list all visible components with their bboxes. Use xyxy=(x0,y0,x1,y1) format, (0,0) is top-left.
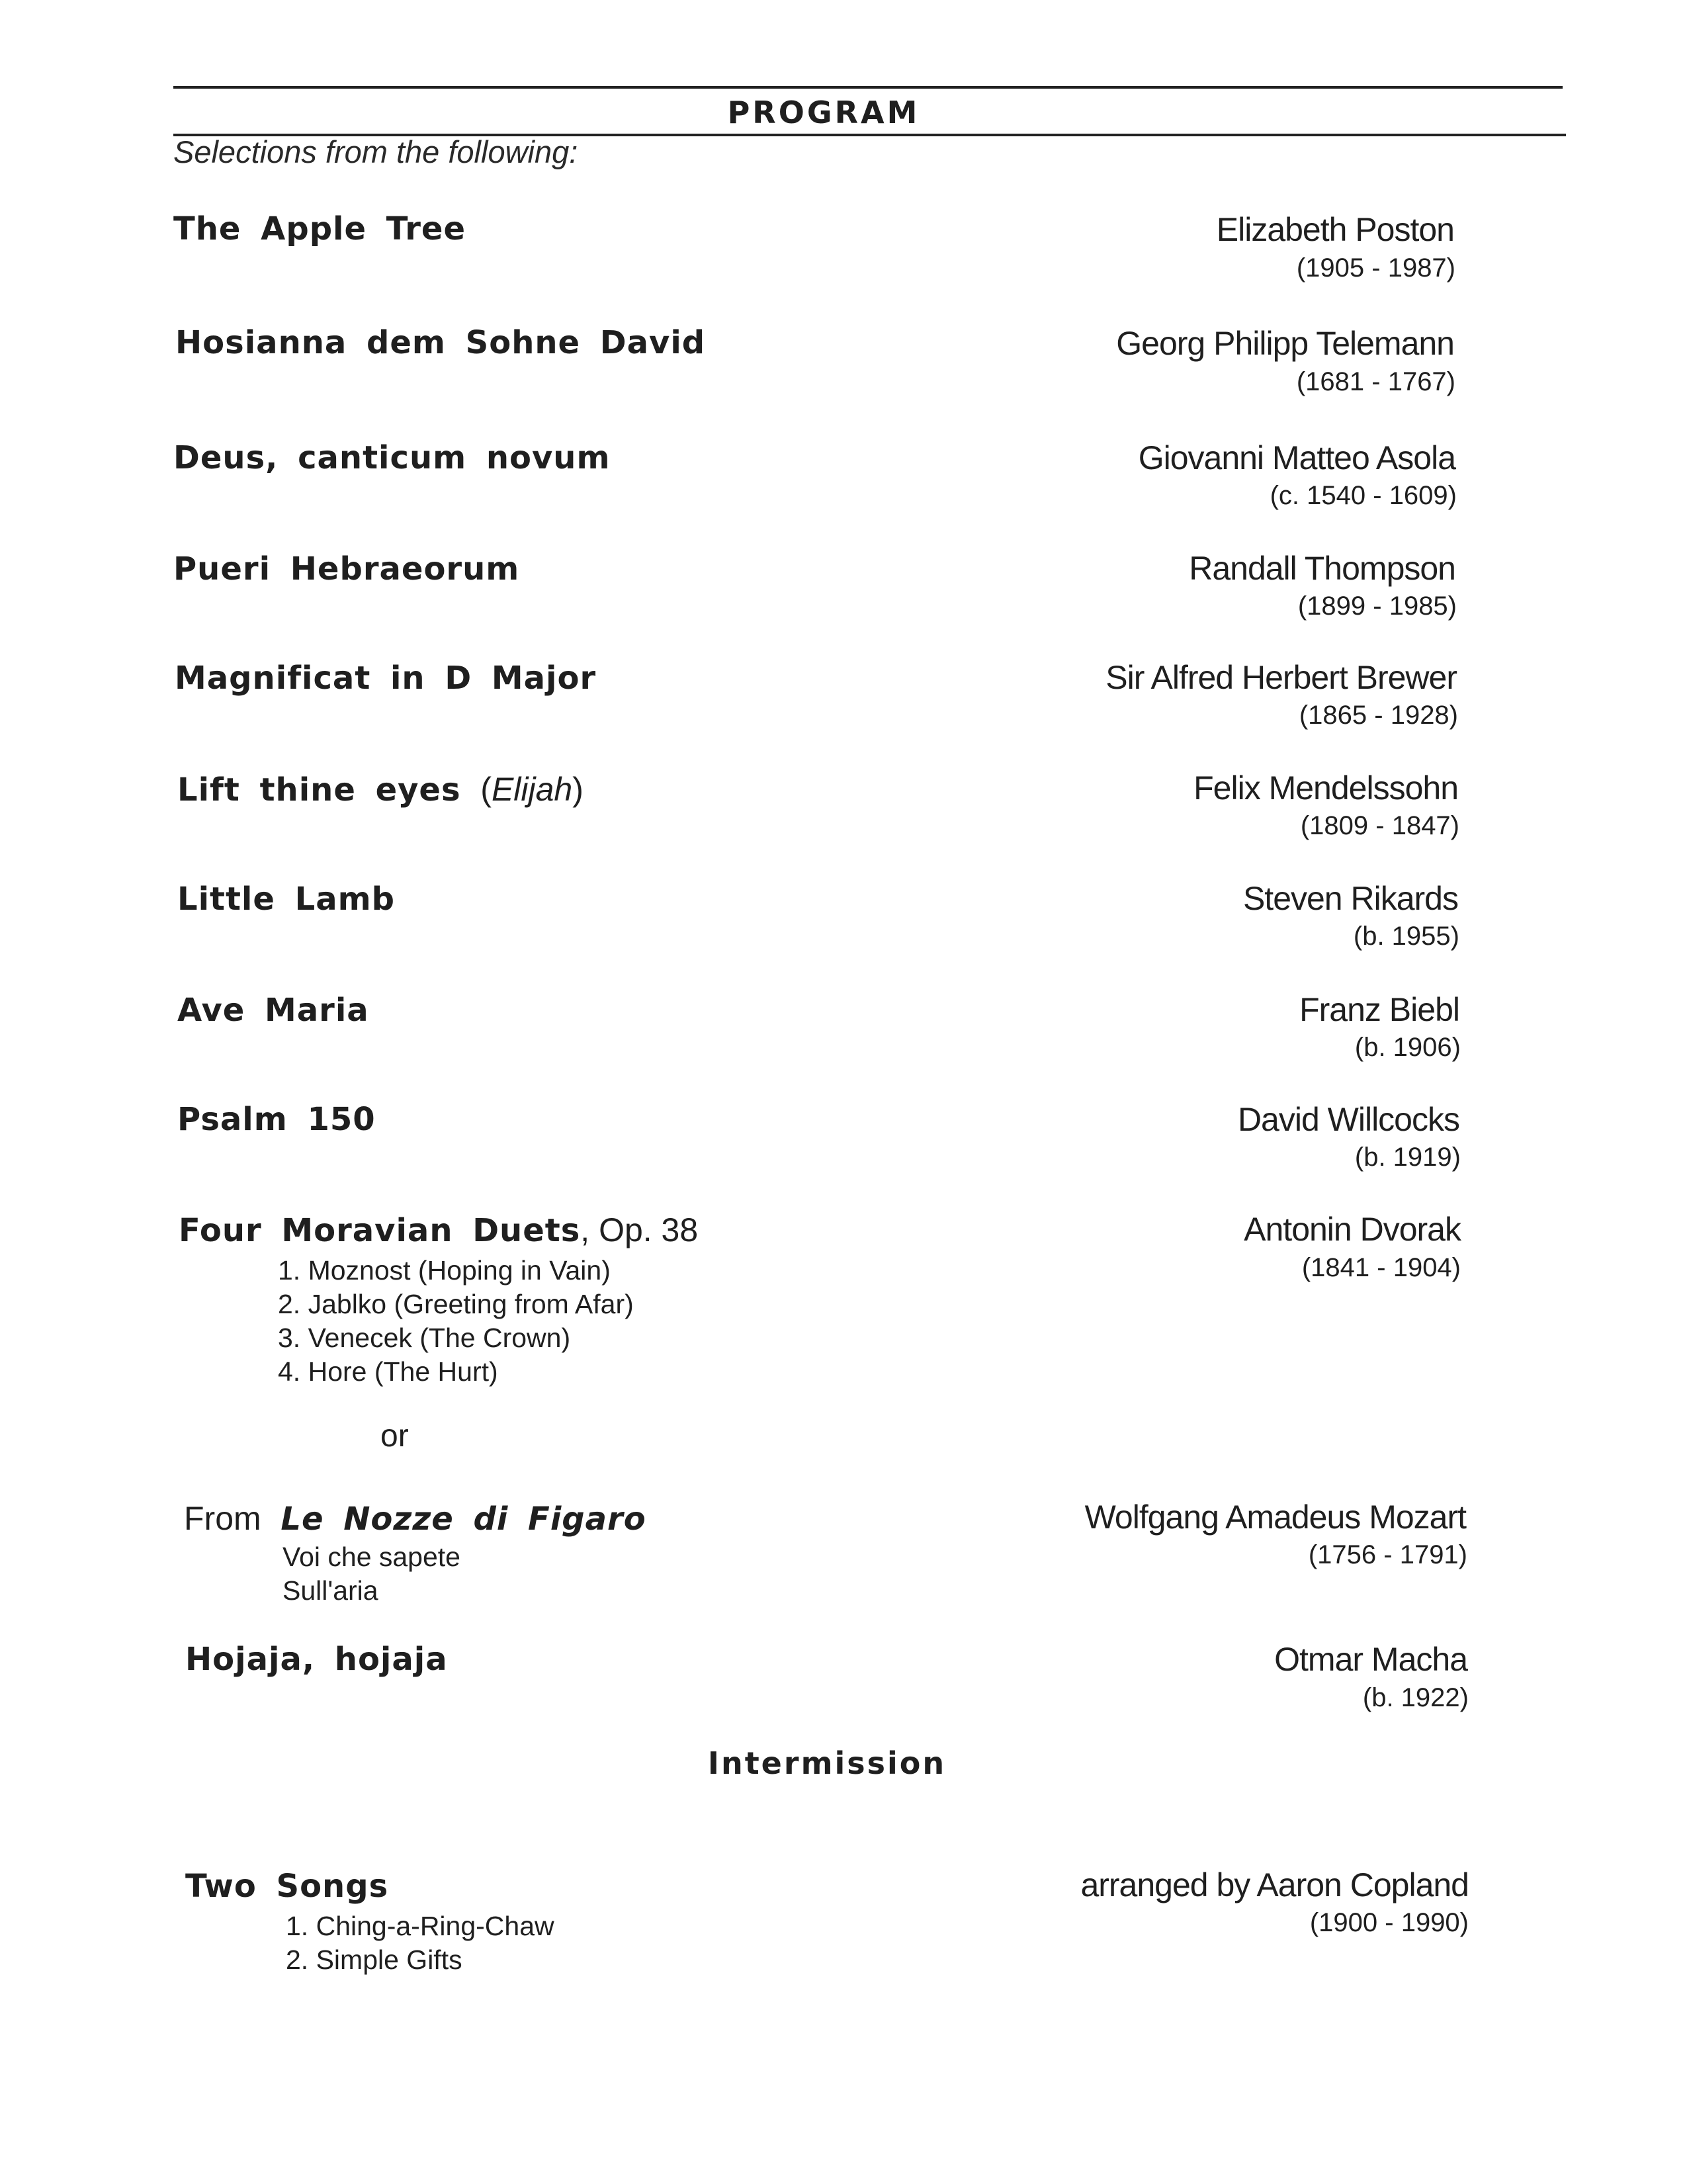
piece-title-text: Lift thine eyes xyxy=(177,771,461,808)
piece-title xyxy=(179,1211,698,1249)
composer-name: Otmar Macha xyxy=(1274,1641,1467,1678)
movement-item: 3. Venecek (The Crown) xyxy=(278,1323,571,1353)
composer-name: Sir Alfred Herbert Brewer xyxy=(1105,659,1457,696)
composer-dates: (1905 - 1987) xyxy=(1296,253,1455,283)
movement-list xyxy=(286,1909,554,1977)
movement-item: 2. Simple Gifts xyxy=(286,1944,462,1975)
piece-title xyxy=(177,770,584,808)
composer-dates: (1841 - 1904) xyxy=(1301,1253,1461,1282)
composer-name: Giovanni Matteo Asola xyxy=(1138,439,1455,476)
piece-title: Deus, canticum novum xyxy=(173,439,611,476)
composer-name: Georg Philipp Telemann xyxy=(1116,325,1454,362)
piece-title: Ave Maria xyxy=(177,992,369,1029)
composer-dates: (b. 1906) xyxy=(1354,1033,1461,1062)
piece-title-paren: (Elijah) xyxy=(480,771,584,808)
movement-item: 2. Jablko (Greeting from Afar) xyxy=(278,1289,634,1319)
composer-dates: (1809 - 1847) xyxy=(1300,811,1459,840)
or-separator: or xyxy=(380,1419,409,1454)
movement-item: 1. Ching-a-Ring-Chaw xyxy=(286,1911,554,1941)
composer-dates: (1900 - 1990) xyxy=(1309,1908,1469,1937)
composer-dates: (1899 - 1985) xyxy=(1297,591,1457,621)
piece-title: Little Lamb xyxy=(177,881,395,918)
composer-dates: (b. 1955) xyxy=(1353,922,1459,951)
composer-name: David Willcocks xyxy=(1237,1101,1459,1138)
composer-dates: (b. 1919) xyxy=(1354,1143,1461,1172)
composer-name: Randall Thompson xyxy=(1189,550,1455,587)
piece-title: Pueri Hebraeorum xyxy=(173,550,520,588)
movement-item: Voi che sapete xyxy=(282,1542,460,1572)
movement-list xyxy=(282,1540,460,1608)
piece-title-text: Le Nozze di Figaro xyxy=(281,1501,646,1538)
title-prefix: From xyxy=(184,1500,261,1537)
page-title: PROGRAM xyxy=(727,95,920,130)
composer-dates: (1681 - 1767) xyxy=(1296,367,1455,396)
composer-dates: (c. 1540 - 1609) xyxy=(1270,481,1457,510)
composer-name: Steven Rikards xyxy=(1242,880,1458,917)
piece-title xyxy=(184,1499,646,1538)
movement-item: Sull'aria xyxy=(282,1575,378,1606)
work-title-italic: Elijah xyxy=(491,771,573,808)
composer-name: Wolfgang Amadeus Mozart xyxy=(1084,1499,1466,1536)
composer-name: arranged by Aaron Copland xyxy=(1080,1866,1469,1903)
composer-name: Elizabeth Poston xyxy=(1216,211,1454,248)
piece-title: Psalm 150 xyxy=(177,1101,376,1138)
piece-title-text: Four Moravian Duets xyxy=(179,1212,581,1249)
selections-intro: Selections from the following: xyxy=(173,134,578,169)
composer-name: Antonin Dvorak xyxy=(1244,1211,1461,1248)
piece-title: The Apple Tree xyxy=(173,210,466,247)
composer-dates: (1756 - 1791) xyxy=(1308,1540,1467,1569)
composer-dates: (b. 1922) xyxy=(1362,1683,1469,1712)
top-rule xyxy=(173,86,1563,89)
composer-dates: (1865 - 1928) xyxy=(1299,701,1458,730)
piece-title: Two Songs xyxy=(185,1868,389,1905)
piece-title: Magnificat in D Major xyxy=(175,660,597,697)
opus-number: , Op. 38 xyxy=(580,1211,699,1248)
composer-name: Franz Biebl xyxy=(1299,991,1459,1028)
intermission-heading: Intermission xyxy=(707,1745,947,1781)
movement-item: 1. Moznost (Hoping in Vain) xyxy=(278,1255,611,1286)
movement-item: 4. Hore (The Hurt) xyxy=(278,1356,498,1387)
piece-title: Hosianna dem Sohne David xyxy=(175,324,706,361)
movement-list xyxy=(278,1254,634,1389)
piece-title: Hojaja, hojaja xyxy=(185,1641,448,1678)
composer-name: Felix Mendelssohn xyxy=(1193,769,1458,807)
